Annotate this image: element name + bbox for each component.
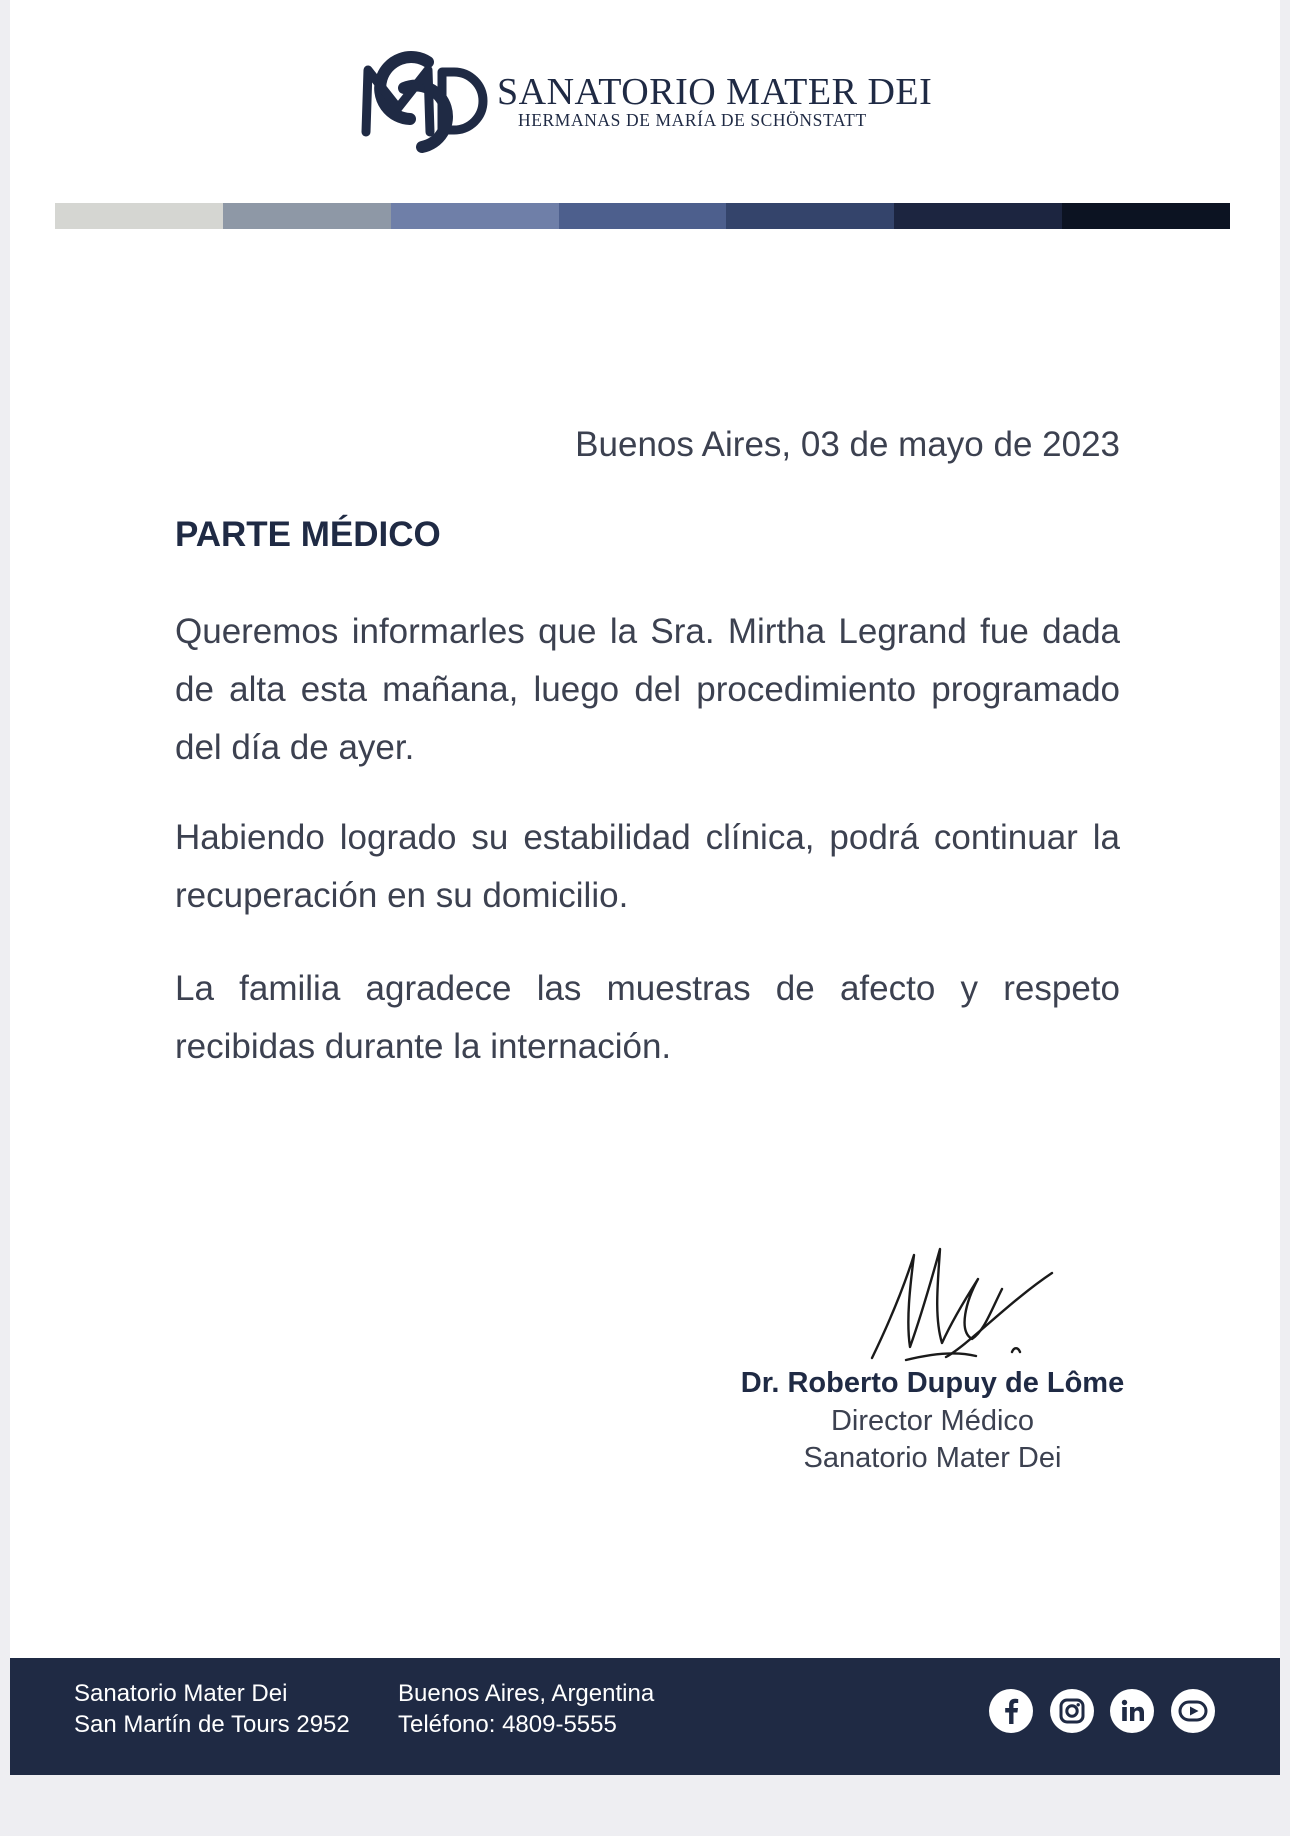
footer-city: Buenos Aires, Argentina [398, 1680, 655, 1707]
color-bar-segment-6 [894, 203, 1062, 229]
signer-institution: Sanatorio Mater Dei [803, 1442, 1062, 1474]
paragraph-thanks: La familia agradece las muestras de afecto y respeto recibidas durante la internación. [175, 969, 1120, 1066]
color-bar-segment-5 [726, 203, 894, 229]
brand-title: SANATORIO MATER DEI [497, 71, 933, 113]
footer-phone: Teléfono: 4809-5555 [398, 1711, 617, 1738]
footer-address [74, 1678, 350, 1740]
document-heading: PARTE MÉDICO [175, 515, 441, 554]
header-color-bar [55, 203, 1230, 229]
color-bar-segment-7 [1062, 203, 1230, 229]
signer-title: Director Médico [830, 1405, 1035, 1437]
footer-street: San Martín de Tours 2952 [74, 1711, 350, 1738]
paragraph-discharge: Queremos informarles que la Sra. Mirtha Legrand fue dada de alta esta mañana, luego del procedimiento programado del día de ayer. [175, 612, 1120, 767]
instagram-icon[interactable] [1049, 1688, 1095, 1734]
color-bar-segment-3 [391, 203, 559, 229]
brand-subtitle: HERMANAS DE MARÍA DE SCHÖNSTATT [518, 110, 867, 130]
color-bar-segment-4 [559, 203, 727, 229]
color-bar-segment-2 [223, 203, 391, 229]
logo-icon [350, 32, 490, 164]
handwritten-signature [860, 1235, 1075, 1370]
paragraph-recovery: Habiendo logrado su estabilidad clínica, podrá continuar la recuperación en su domicilio. [175, 818, 1120, 915]
footer-institution: Sanatorio Mater Dei [74, 1680, 288, 1707]
letter-date: Buenos Aires, 03 de mayo de 2023 [575, 425, 1120, 464]
footer [10, 1658, 1280, 1775]
letter-page [10, 0, 1280, 1775]
footer-contact [398, 1678, 654, 1740]
facebook-icon[interactable] [988, 1688, 1034, 1734]
youtube-icon[interactable] [1170, 1688, 1216, 1734]
color-bar-segment-1 [55, 203, 223, 229]
signature-block [730, 1363, 1135, 1477]
linkedin-icon[interactable] [1109, 1688, 1155, 1734]
signer-name: Dr. Roberto Dupuy de Lôme [740, 1367, 1125, 1399]
